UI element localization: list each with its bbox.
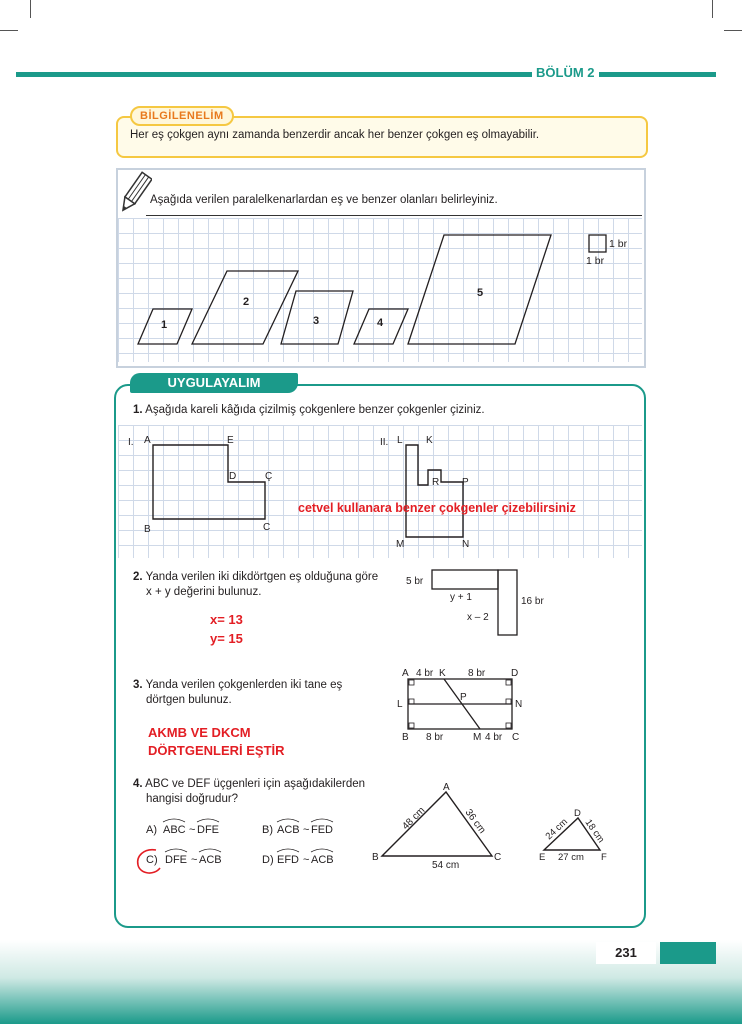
shape-label-3: 3: [313, 315, 320, 327]
q2-rectangles: [400, 566, 560, 638]
side-ac: 36 cm: [462, 807, 488, 836]
triangle-abc: [366, 778, 516, 870]
answer-x: x= 13: [210, 612, 243, 627]
option-c-left: DFE: [165, 854, 187, 866]
vertex-P: P: [460, 692, 467, 703]
shape-label-4: 4: [377, 317, 384, 329]
similar-sign: ~: [191, 854, 198, 866]
similar-sign: ~: [303, 854, 310, 866]
option-a-letter: A): [146, 824, 157, 836]
vertex-C-cedilla: Ç: [265, 471, 273, 482]
label-bm: 8 br: [426, 732, 444, 743]
question-number: 2.: [133, 571, 143, 583]
question-3: [133, 678, 393, 708]
option-c-letter: C): [146, 854, 158, 866]
unit-label-bottom: 1 br: [586, 255, 605, 267]
rectangle-vertical: [498, 570, 517, 635]
triangle-def: [534, 804, 614, 866]
parallelogram-figure: [118, 218, 642, 362]
pencil-icon: [118, 170, 152, 216]
option-d-right: ACB: [311, 854, 334, 866]
shape-label-1: 1: [161, 319, 168, 331]
answer-line1: AKMB VE DKCM: [148, 725, 251, 740]
question-3-line2: dörtgen bulunuz.: [146, 694, 232, 706]
q3-rectangle-figure: [392, 664, 538, 746]
question-4: [133, 777, 403, 807]
vertex-D: D: [229, 471, 237, 482]
option-b-letter: B): [262, 824, 273, 836]
side-bc: 54 cm: [432, 860, 460, 870]
roman-2: II.: [380, 437, 389, 448]
question-3-line1: Yanda verilen çokgenlerden iki tane eş: [145, 679, 343, 691]
option-b-right: FED: [311, 824, 333, 836]
option-d[interactable]: [262, 854, 334, 866]
vertex-B: B: [402, 732, 409, 743]
similar-sign: ~: [189, 824, 196, 836]
option-d-left: EFD: [277, 854, 299, 866]
practice-badge: UYGULAYALIM: [130, 373, 298, 393]
vertex-M: M: [473, 732, 482, 743]
crop-mark: [724, 30, 742, 31]
crop-mark: [30, 0, 31, 18]
label-16br: 16 br: [521, 596, 544, 607]
side-ab: 48 cm: [400, 805, 428, 833]
question-2: [133, 570, 393, 600]
label-ak: 4 br: [416, 668, 434, 679]
question-2-line1: Yanda verilen iki dikdörtgen eş olduğuna göre: [145, 571, 379, 583]
vertex-N: N: [515, 699, 523, 710]
info-badge: BİLGİLENELİM: [130, 106, 234, 126]
vertex-L: L: [397, 699, 403, 710]
side-ed: 24 cm: [543, 816, 570, 843]
question-1: [133, 403, 485, 418]
vertex-A: A: [402, 668, 409, 679]
roman-1: I.: [128, 437, 134, 448]
crop-mark: [0, 30, 18, 31]
header-bar: [16, 72, 716, 77]
question-number: 4.: [133, 778, 143, 790]
similar-sign: ~: [303, 824, 310, 836]
vertex-D: D: [574, 808, 581, 819]
side-df: 18 cm: [582, 817, 607, 845]
label-5br: 5 br: [406, 576, 424, 587]
question-4-line2: hangisi doğrudur?: [146, 793, 239, 805]
vertex-C: C: [263, 522, 271, 533]
shape-label-2: 2: [243, 296, 250, 308]
vertex-M: M: [396, 539, 405, 550]
vertex-N: N: [462, 539, 470, 550]
vertex-E: E: [539, 852, 546, 863]
vertex-L: L: [397, 435, 403, 446]
label-mc: 4 br: [485, 732, 503, 743]
vertex-K: K: [439, 668, 446, 679]
rectangle-horizontal: [432, 570, 498, 589]
option-d-letter: D): [262, 854, 274, 866]
answer-y: y= 15: [210, 631, 243, 646]
page-number: 231: [596, 942, 656, 964]
page-tab: [660, 942, 716, 964]
vertex-A: A: [443, 782, 450, 793]
vertex-R: R: [432, 477, 440, 488]
side-ef: 27 cm: [558, 852, 584, 863]
chapter-label: BÖLÜM 2: [532, 65, 599, 80]
vertex-D: D: [511, 668, 519, 679]
label-kd: 8 br: [468, 668, 486, 679]
vertex-B: B: [372, 852, 379, 863]
option-c-right: ACB: [199, 854, 222, 866]
polygon-lkrpmn: [406, 445, 463, 537]
unit-label-right: 1 br: [609, 238, 628, 250]
answer-line2: DÖRTGENLERİ EŞTİR: [148, 743, 285, 758]
vertex-F: F: [601, 852, 607, 863]
vertex-P: P: [462, 477, 469, 488]
activity-instruction: Aşağıda verilen paralelkenarlardan eş ve benzer olanları belirleyiniz.: [150, 194, 498, 206]
crop-mark: [712, 0, 713, 18]
polygon-abcde: [153, 445, 265, 519]
vertex-E: E: [227, 435, 234, 446]
label-y-plus-1: y + 1: [450, 592, 472, 603]
unit-square: [589, 235, 606, 252]
question-1-text: Aşağıda kareli kâğıda çizilmiş çokgenlere benzer çokgenler çiziniz.: [145, 404, 485, 416]
label-x-minus-2: x – 2: [467, 612, 489, 623]
option-b[interactable]: [262, 824, 333, 836]
question-number: 3.: [133, 679, 143, 691]
question-2-line2: x + y değerini bulunuz.: [146, 586, 262, 598]
activity-divider: [146, 215, 642, 216]
shape-label-5: 5: [477, 287, 484, 299]
vertex-A: A: [144, 435, 151, 446]
option-a-right: DFE: [197, 824, 219, 836]
handwritten-note: cetvel kullanara benzer çokgenler çizebilirsiniz: [298, 501, 576, 515]
option-a[interactable]: [146, 824, 219, 836]
option-c[interactable]: [146, 854, 222, 866]
option-b-left: ACB: [277, 824, 300, 836]
info-text: Her eş çokgen aynı zamanda benzerdir ancak her benzer çokgen eş olmayabilir.: [130, 129, 540, 141]
vertex-K: K: [426, 435, 433, 446]
vertex-C: C: [494, 852, 502, 863]
question-number: 1.: [133, 404, 143, 416]
q1-figures: [118, 425, 642, 558]
question-4-line1: ABC ve DEF üçgenleri için aşağıdakilerden: [145, 778, 366, 790]
vertex-C: C: [512, 732, 520, 743]
vertex-B: B: [144, 524, 151, 535]
option-a-left: ABC: [163, 824, 186, 836]
q4-options: [130, 812, 350, 878]
